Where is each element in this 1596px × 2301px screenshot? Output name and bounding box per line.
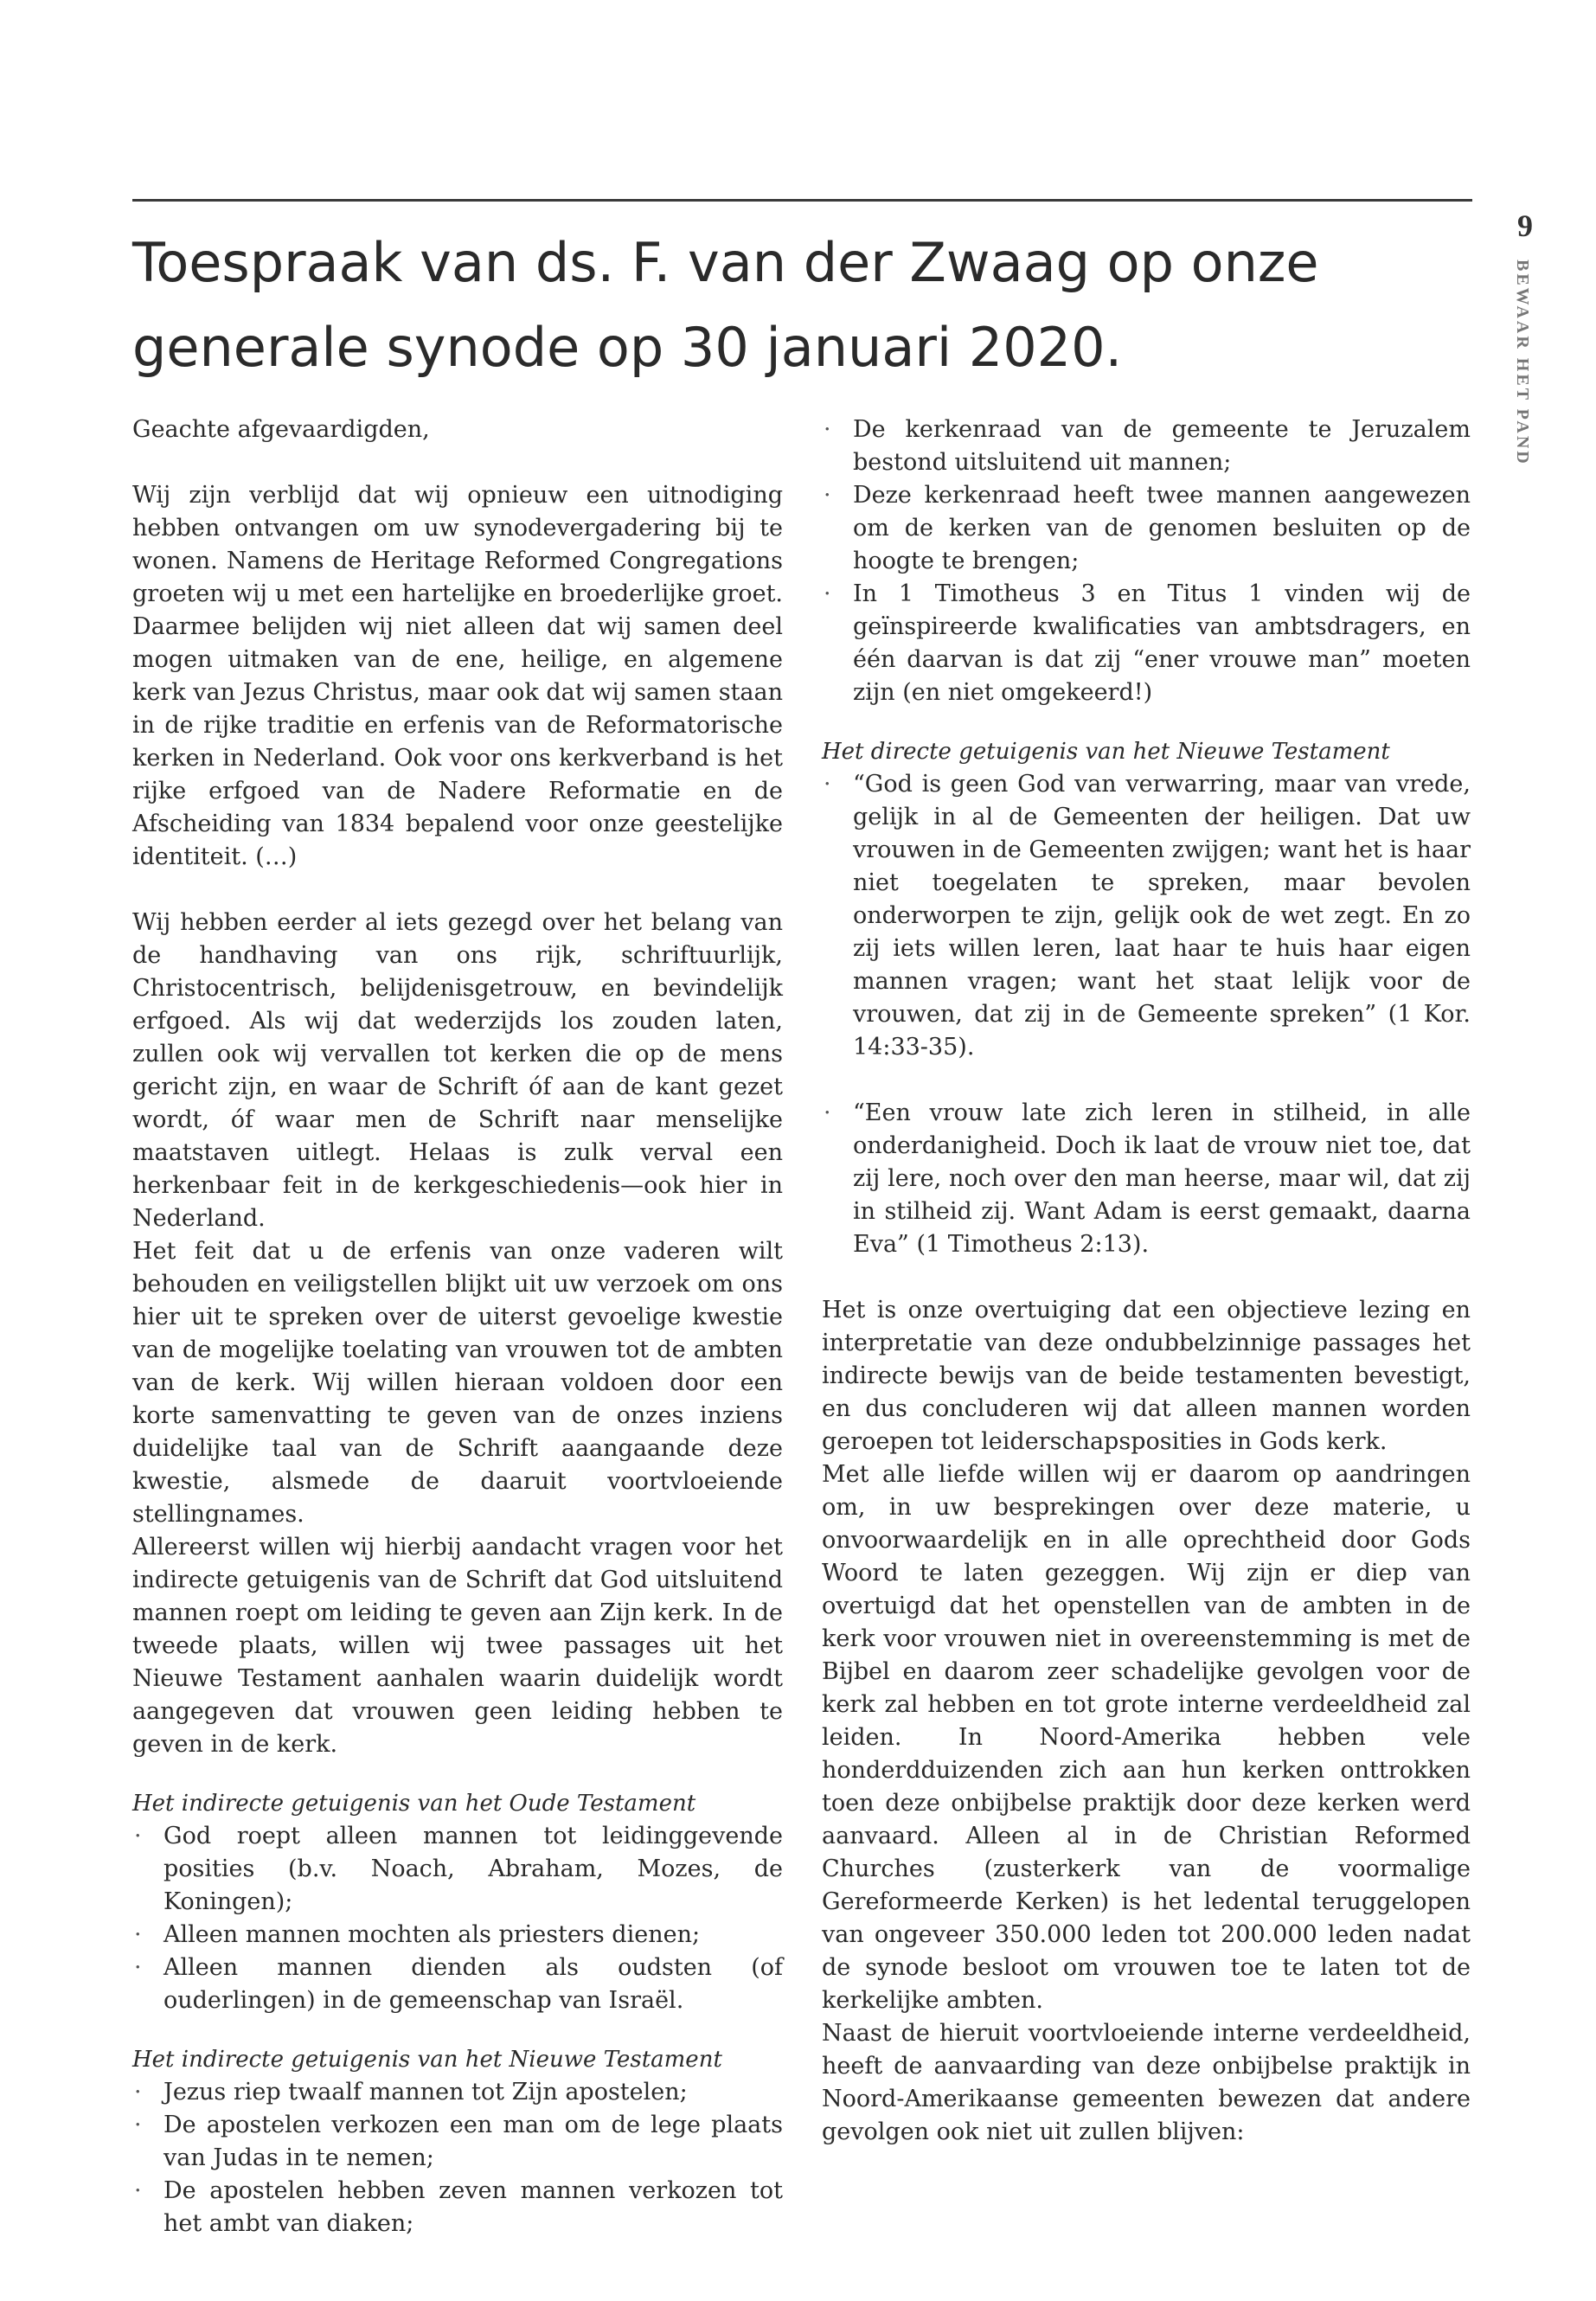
paragraph: Naast de hieruit voortvloeiende interne verdeeldheid, heeft de aanvaarding van deze onbijbelse praktijk in Noord-Amerikaanse gemeenten bewezen dat andere gevolgen ook niet uit zullen blijven:: [822, 2020, 1471, 2145]
quote-list: [822, 1097, 1471, 1261]
quote-list: [822, 768, 1471, 1064]
list-item: · God roept alleen mannen tot leidinggevende posities (b.v. Noach, Abraham, Mozes, de Koningen);: [132, 1820, 783, 1919]
running-head: BEWAAR HET PAND: [1513, 260, 1532, 466]
section-heading-ot: Het indirecte getuigenis van het Oude Testament: [132, 1791, 696, 1817]
list-item: · Alleen mannen dienden als oudsten (of ouderlingen) in de gemeenschap van Israël.: [132, 1952, 783, 2017]
section-heading-nt: Het indirecte getuigenis van het Nieuwe Testament: [132, 2047, 722, 2073]
paragraph: Het feit dat u de erfenis van onze vaderen wilt behouden en veiligstellen blijkt uit uw verzoek om ons hier uit te spreken over de uiterst gevoelige kwestie van de mogelijke toelating van vrouwen tot de ambten van de kerk. Wij willen hieraan voldoen door een korte samenvatting te geven van de onzes inziens duidelijke taal van de Schrift aaangaande deze kwestie, alsmede de daaruit voortvloeiende stellingnames.: [132, 1238, 783, 1528]
list-item: · Deze kerkenraad heeft twee mannen aangewezen om de kerken van de genomen besluiten op de hoogte te brengen;: [822, 479, 1471, 578]
list-item: · De apostelen hebben zeven mannen verkozen tot het ambt van diaken;: [132, 2175, 783, 2240]
page-number: 9: [1517, 208, 1533, 243]
list-item: · Alleen mannen mochten als priesters dienen;: [132, 1919, 783, 1952]
left-column: [132, 413, 783, 2240]
scripture-quote: · “God is geen God van verwarring, maar van vrede, gelijk in al de Gemeenten der heiligen. Dat uw vrouwen in de Gemeenten zwijgen; want het is haar niet toegelaten te spreken, maar bevolen onderworpen te zijn, gelijk ook de wet zegt. En zo zij iets willen leren, laat haar te huis haar eigen mannen vragen; want het staat lelijk voor de vrouwen, dat zij in de Gemeente spreken” (1 Kor. 14:33-35).: [822, 768, 1471, 1064]
section-heading-direct: Het directe getuigenis van het Nieuwe Testament: [822, 739, 1390, 765]
list-item: · Jezus riep twaalf mannen tot Zijn apostelen;: [132, 2076, 783, 2109]
list-item: · De kerkenraad van de gemeente te Jeruzalem bestond uitsluitend uit mannen;: [822, 413, 1471, 479]
paragraph: Wij zijn verblijd dat wij opnieuw een uitnodiging hebben ontvangen om uw synodevergadering bij te wonen. Namens de Heritage Reformed Congregations groeten wij u met een hartelijke en broederlijke groet. Daarmee belijden wij niet alleen dat wij samen deel mogen uitmaken van de ene, heilige, en algemene kerk van Jezus Christus, maar ook dat wij samen staan in de rijke traditie en erfenis van de Reformatorische kerken in Nederland. Ook voor ons kerkverband is het rijke erfgoed van de Nadere Reformatie en de Afscheiding van 1834 bepalend voor onze geestelijke identiteit. (…): [132, 482, 783, 870]
nt-list: [132, 2076, 783, 2240]
paragraph: Wij hebben eerder al iets gezegd over het belang van de handhaving van ons rijk, schriftuurlijk, Christocentrisch, belijdenisgetrouw, en bevindelijk erfgoed. Als wij dat wederzijds los zouden laten, zullen ook wij vervallen tot kerken die op de mens gericht zijn, en waar de Schrift óf aan de kant gezet wordt, óf waar men de Schrift naar menselijke maatstaven uitlegt. Helaas is zulk verval een herkenbaar feit in de kerkgeschiedenis—ook hier in Nederland.: [132, 909, 783, 1232]
article-title: Toespraak van ds. F. van der Zwaag op onze generale synode op 30 januari 2020.: [132, 231, 1319, 379]
ot-list: [132, 1820, 783, 2017]
paragraph: Allereerst willen wij hierbij aandacht vragen voor het indirecte getuigenis van de Schrift dat God uitsluitend mannen roept om leiding te geven aan Zijn kerk. In de tweede plaats, willen wij twee passages uit het Nieuwe Testament aanhalen waarin duidelijk wordt aangegeven dat vrouwen geen leiding hebben te geven in de kerk.: [132, 1534, 783, 1758]
list-item: · De apostelen verkozen een man om de lege plaats van Judas in te nemen;: [132, 2109, 783, 2175]
list-item: · In 1 Timotheus 3 en Titus 1 vinden wij de geïnspireerde kwalificaties van ambtsdragers, en één daarvan is dat zij “ener vrouwe man” moeten zijn (en niet omgekeerd!): [822, 578, 1471, 709]
nt-list-continued: [822, 413, 1471, 709]
paragraph: Het is onze overtuiging dat een objectieve lezing en interpretatie van deze ondubbelzinnige passages het indirecte bewijs van de beide testamenten bevestigt, en dus concluderen wij dat alleen mannen worden geroepen tot leiderschapsposities in Gods kerk.: [822, 1297, 1471, 1455]
paragraph: Met alle liefde willen wij er daarom op aandringen om, in uw besprekingen over deze materie, u onvoorwaardelijk en in alle oprechtheid door Gods Woord te laten gezeggen. Wij zijn er diep van overtuigd dat het openstellen van de ambten in de kerk voor vrouwen niet in overeenstemming is met de Bijbel en daarom zeer schadelijke gevolgen voor de kerk zal hebben en tot grote interne verdeeldheid zal leiden. In Noord-Amerika hebben vele honderdduizenden zich aan hun kerken onttrokken toen deze onbijbelse praktijk door deze kerken werd aanvaard. Alleen al in de Christian Reformed Churches (zusterkerk van de voormalige Gereformeerde Kerken) is het ledental teruggelopen van ongeveer 350.000 leden tot 200.000 leden nadat de synode besloot om vrouwen toe te laten tot de kerkelijke ambten.: [822, 1461, 1471, 2014]
header-rule: [132, 199, 1472, 202]
scripture-quote: · “Een vrouw late zich leren in stilheid, in alle onderdanigheid. Doch ik laat de vrouw niet toe, dat zij lere, noch over den man heerse, maar wil, dat zij in stilheid zij. Want Adam is eerst gemaakt, daarna Eva” (1 Timotheus 2:13).: [822, 1097, 1471, 1261]
right-column: [822, 413, 1471, 2149]
salutation: Geachte afgevaardigden,: [132, 416, 430, 443]
